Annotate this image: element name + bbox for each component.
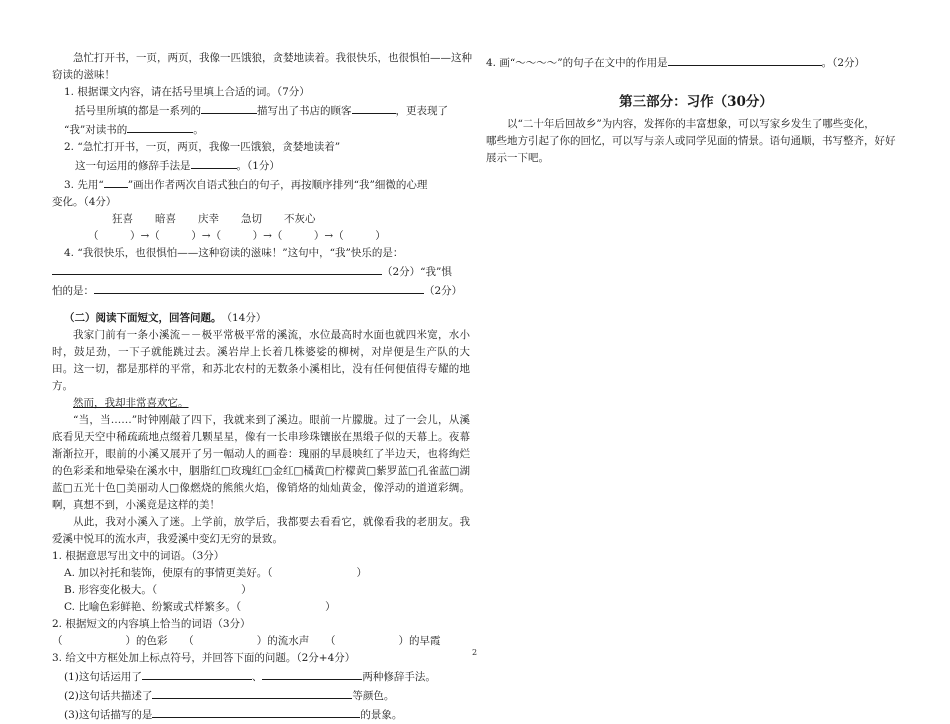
emotion-words [52, 211, 470, 228]
essay-prompt-line-1: 以“二十年后回故乡”为内容，发挥你的丰富想象，可以写家乡发生了哪些变化， [507, 118, 875, 130]
reading-paragraph-2: 然而，我却非常喜欢它。 [73, 397, 189, 409]
answer-blank[interactable] [352, 101, 396, 114]
reading-question-1-c[interactable]: C. 比喻色彩鲜艳、纷繁或式样繁多。（ ） [64, 601, 336, 613]
question-2-line-b: 这一句运用的修辞手法是 。（1分） [52, 156, 470, 175]
emotion-word: 庆幸 [198, 213, 219, 225]
section-2-heading: （二）阅读下面短文，回答问题。 （14分） [64, 312, 267, 324]
reading-paragraph-4: 从此，我对小溪入了迷。上学前，放学后，我都要去看看它，就像看我的老朋友。我爱溪中悦耳的流水声，我爱溪中变幻无穷的景致。 [52, 516, 470, 545]
essay-prompt-line-3: 展示一下吧。 [486, 152, 549, 164]
answer-blank[interactable] [52, 262, 382, 275]
left-column [52, 50, 470, 724]
emotion-word: 狂喜 [112, 213, 133, 225]
answer-blank[interactable] [201, 101, 257, 114]
question-4-line-b: （2分）“我”惧 [52, 262, 470, 281]
reading-question-3-3: (3)这句话描写的是 的景象。 [52, 705, 470, 724]
reading-question-2: 2. 根据短文的内容填上恰当的词语（3分） [52, 618, 251, 630]
emotion-word: 暗喜 [155, 213, 176, 225]
answer-blank[interactable] [127, 120, 193, 133]
part-3-title: 第三部分：习作（30分） [619, 94, 773, 110]
essay-prompt-line-2: 哪些地方引起了你的回忆，可以写与亲人或同学见面的情景。语句通顺，书写整齐，好好 [486, 135, 896, 147]
answer-blank[interactable] [142, 667, 252, 680]
reading-question-2-blanks[interactable]: （ ）的色彩 （ ）的流水声 （ ）的早霞 [52, 635, 441, 647]
reading-question-3: 3. 给文中方框处加上标点符号，并回答下面的问题。（2分+4分） [52, 652, 356, 664]
question-4: 4. “我很快乐，也很惧怕——这种窃读的滋味！”这句中，“我”快乐的是： [64, 247, 404, 259]
reading-question-1: 1. 根据意思写出文中的词语。（3分） [52, 550, 225, 562]
answer-blank[interactable] [152, 686, 352, 699]
question-3: 3. 先用“ ”画出作者两次自语式独白的句子，再按顺序排列“我”细微的心理 [52, 175, 470, 194]
reading-paragraph-1: 我家门前有一条小溪流－－极平常极平常的溪流，水位最高时水面也就四米宽，水小时，鼓足劲，一下子就能跳过去。溪岩岸上长着几株婆娑的柳树，对岸便是生产队的大田。这一切，都是那样的平常，和苏北农村的无数条小溪相比，没有任何便值得专耀的地方。 [52, 329, 470, 392]
reading-paragraph-3: “当，当……”时钟刚敲了四下，我就来到了溪边。眼前一片朦胧。过了一会儿，从溪底看见天空中稀疏疏地点缀着几颗星星，像有一长串珍珠镶嵌在黑缎子似的天幕上。夜幕渐渐拉开，眼前的小溪又展开了另一幅动人的画卷：瑰丽的早晨映红了半边天，也将绚烂的色彩柔和地晕染在溪水中，胭脂红□玫瑰红□金红□橘黄□柠檬黄□紫罗蓝□孔雀蓝□湖蓝□五光十色□美丽动人□像燃烧的熊熊火焰，像销烙的灿灿黄金，像浮动的道道彩绸。啊，真想不到，小溪竟是这样的美！ [52, 414, 470, 511]
answer-blank[interactable] [104, 175, 128, 188]
question-1: 1. 根据课文内容，请在括号里填上合适的词。（7分） [64, 86, 310, 98]
answer-blank[interactable] [94, 281, 424, 294]
emotion-word: 不灰心 [284, 213, 316, 225]
page-number: 2 [472, 648, 478, 657]
question-4-sentence-function: 4. 画“～～～～”的句子在文中的作用是 。（2分） [486, 53, 906, 72]
reading-question-3-1: (1)这句话运用了 、 两种修辞手法。 [52, 667, 470, 686]
question-1-line-b: “我”对读书的 。 [52, 120, 470, 139]
answer-blank[interactable] [152, 705, 360, 718]
question-2: 2. “急忙打开书，一页，两页，我像一匹饿狼，贪婪地读着” [64, 141, 341, 153]
reading-question-1-a[interactable]: A. 加以衬托和装饰，使原有的事情更美好。（ ） [64, 567, 368, 579]
reading-question-3-2: (2)这句话共描述了 等颜色。 [52, 686, 470, 705]
intro-line-2: 窃读的滋味！ [52, 69, 115, 81]
reading-question-1-b[interactable]: B. 形容变化极大。（ ） [64, 584, 252, 596]
question-4-line-c: 怕的是： （2分） [52, 281, 470, 300]
question-1-line-a: 括号里所填的都是一系列的 描写出了书店的顾客 ，更表现了 [52, 101, 470, 120]
intro-line-1: 急忙打开书，一页，两页，我像一匹饿狼，贪婪地读着。我很快乐，也很惧怕——这种 [73, 52, 472, 64]
emotion-order-row[interactable]: （ ）→（ ）→（ ）→（ ）→（ ） [88, 230, 386, 242]
answer-blank[interactable] [262, 667, 362, 680]
answer-blank[interactable] [191, 156, 237, 169]
right-column [486, 53, 906, 167]
emotion-word: 急切 [241, 213, 262, 225]
answer-blank[interactable] [668, 53, 822, 66]
question-3-line-b: 变化。（4分） [52, 196, 117, 208]
